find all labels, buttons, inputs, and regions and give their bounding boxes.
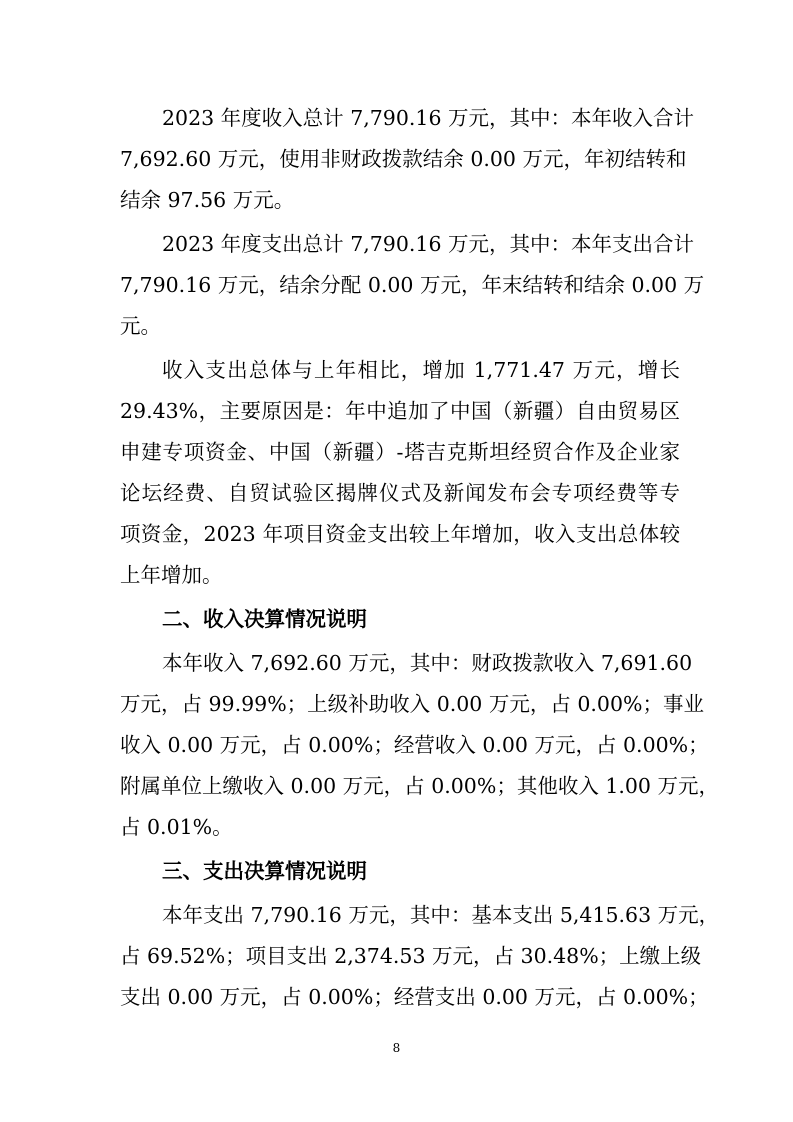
paragraph-line: 收入支出总体与上年相比，增加 1,771.47 万元，增长 xyxy=(162,358,680,382)
paragraph-line: 占 0.01%。 xyxy=(120,815,233,839)
paragraph-line: 占 69.52%；项目支出 2,374.53 万元，占 30.48%；上缴上级 xyxy=(120,944,702,968)
paragraph-line: 结余 97.56 万元。 xyxy=(120,188,295,212)
paragraph-line: 7,692.60 万元，使用非财政拨款结余 0.00 万元，年初结转和 xyxy=(120,147,687,171)
section-heading-income: 二、收入决算情况说明 xyxy=(162,607,367,631)
paragraph-line: 项资金，2023 年项目资金支出较上年增加，收入支出总体较 xyxy=(120,522,680,546)
paragraph-line: 7,790.16 万元，结余分配 0.00 万元，年末结转和结余 0.00 万 xyxy=(120,273,705,297)
paragraph-line: 支出 0.00 万元，占 0.00%；经营支出 0.00 万元，占 0.00%； xyxy=(120,985,709,1009)
page-number: 8 xyxy=(392,1041,401,1055)
paragraph-line: 2023 年度支出总计 7,790.16 万元，其中：本年支出合计 xyxy=(162,232,695,256)
paragraph-line: 申建专项资金、中国（新疆）-塔吉克斯坦经贸合作及企业家 xyxy=(120,440,680,464)
paragraph-line: 本年收入 7,692.60 万元，其中：财政拨款收入 7,691.60 xyxy=(162,651,693,675)
section-heading-expenditure: 三、支出决算情况说明 xyxy=(162,859,367,883)
paragraph-line: 附属单位上缴收入 0.00 万元，占 0.00%；其他收入 1.00 万元， xyxy=(120,774,719,798)
paragraph-line: 万元，占 99.99%；上级补助收入 0.00 万元，占 0.00%；事业 xyxy=(120,692,704,716)
paragraph-line: 元。 xyxy=(120,314,161,338)
paragraph-line: 本年支出 7,790.16 万元，其中：基本支出 5,415.63 万元， xyxy=(162,903,720,927)
paragraph-line: 收入 0.00 万元，占 0.00%；经营收入 0.00 万元，占 0.00%； xyxy=(120,733,709,757)
paragraph-line: 论坛经费、自贸试验区揭牌仪式及新闻发布会专项经费等专 xyxy=(120,481,680,505)
paragraph-line: 上年增加。 xyxy=(120,563,223,587)
paragraph-line: 29.43%，主要原因是：年中追加了中国（新疆）自由贸易区 xyxy=(120,399,680,423)
paragraph-line: 2023 年度收入总计 7,790.16 万元，其中：本年收入合计 xyxy=(162,106,695,130)
